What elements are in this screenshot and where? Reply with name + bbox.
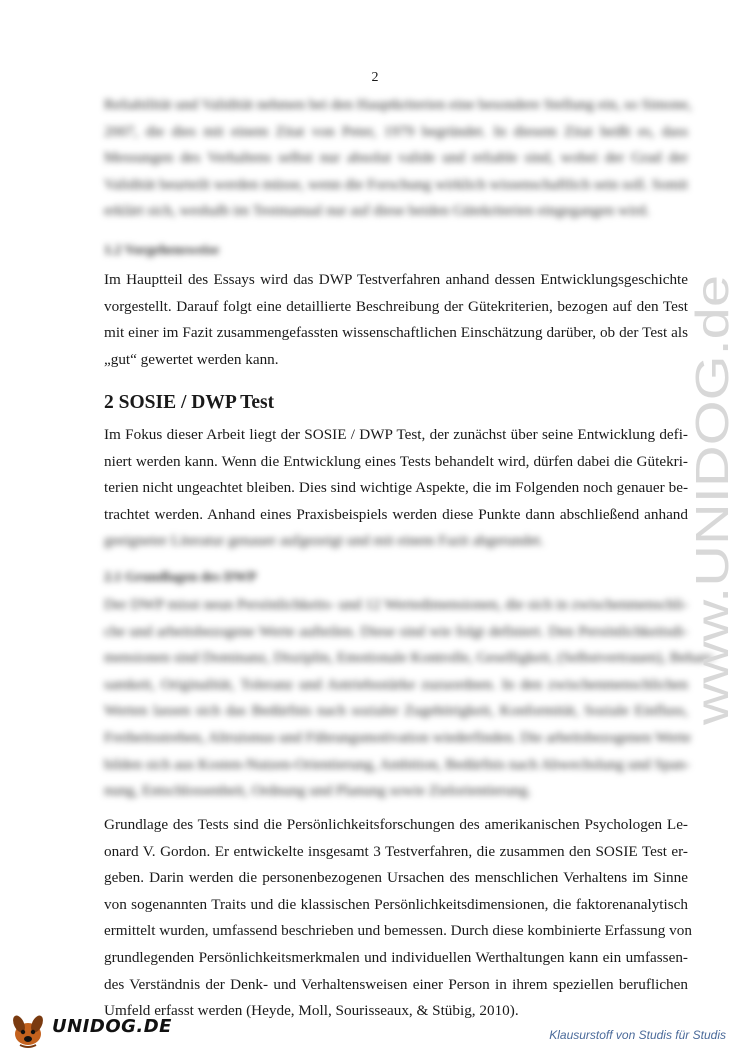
text-line: „gut“ gewertet werden kann. bbox=[104, 350, 279, 368]
paragraph-2-1-blurred bbox=[104, 592, 716, 805]
text-line: Reliabilität und Validität nehmen bei den Hauptkriterien eine besondere Stellung ein, so Simone, bbox=[104, 96, 692, 113]
logo-text: UNIDOG.DE bbox=[52, 1016, 172, 1037]
text-line: 2007, die dies mit einem Zitat von Peter, 1979 begründet. In diesem Zitat heißt es, dass bbox=[104, 122, 688, 140]
text-line: des Verständnis der Denk- und Verhaltensweisen einer Person in ihrem speziellen beruflichen bbox=[104, 975, 688, 993]
text-line: Im Fokus dieser Arbeit liegt der SOSIE / DWP Test, der zunächst über seine Entwicklung defi- bbox=[104, 426, 688, 443]
text-line: Werten lassen sich das Bedürfnis nach sozialer Zugehörigkeit, Konformität, Soziale Einfluss, bbox=[104, 702, 688, 720]
text-line: vorgestellt. Darauf folgt eine detaillierte Beschreibung der Gütekriterien, bezogen auf den Test bbox=[104, 297, 688, 315]
text-line: geeigneter Literatur genauer aufgezeigt und mit einem Fazit abgerundet. bbox=[104, 532, 544, 550]
text-line: che und arbeitsbezogene Werte aufteilen. Diese sind wie folgt definiert. Den Persönlichkeitsdi- bbox=[104, 622, 688, 640]
heading-1-2: 1.2 Vorgehensweise bbox=[104, 243, 220, 258]
text-line: ermittelt wurden, umfassend beschrieben und bemessen. Durch diese kombinierte Erfassung von bbox=[104, 922, 692, 940]
paragraph-2 bbox=[104, 422, 688, 555]
heading-2: 2 SOSIE / DWP Test bbox=[104, 392, 275, 413]
paragraph-1-2 bbox=[104, 267, 688, 373]
paragraph-2-1 bbox=[104, 812, 692, 1025]
text-line: samkeit, Originalität, Toleranz und Antriebsstärke zuzuordnen. In den zwischenmenschlichen bbox=[104, 675, 688, 693]
text-line: Freiheitsstreben, Altruismus und Führungsmotivation wiederfinden. Die arbeitsbezogenen Werte bbox=[104, 728, 691, 746]
page-number: 2 bbox=[371, 70, 379, 85]
dog-icon bbox=[8, 1010, 52, 1050]
text-line: nung, Entschlossenheit, Ordnung und Planung sowie Zielorientierung. bbox=[104, 782, 532, 800]
heading-2-1: 2.1 Grundlagen des DWP bbox=[104, 570, 257, 585]
text-line: trachtet werden. Anhand eines Praxisbeispiels werden diese Punkte dann abschließend anhand bbox=[104, 505, 688, 523]
footer-logo bbox=[8, 1010, 172, 1050]
text-line: mensionen sind Dominanz, Disziplin, Emotionale Kontrolle, Geselligkeit, (Selbstvertrauen), Beharr- bbox=[104, 649, 716, 667]
text-line: grundlegenden Persönlichkeitsmerkmalen und individuellen Werthaltungen kann ein umfassen- bbox=[104, 948, 688, 966]
text-line: mit einer im Fazit zusammengefassten wissenschaftlichen Einschätzung darüber, ob der Test als bbox=[104, 324, 688, 342]
watermark bbox=[640, 270, 750, 730]
text-line: Im Hauptteil des Essays wird das DWP Testverfahren anhand dessen Entwicklungsgeschichte bbox=[104, 271, 688, 288]
text-line: erklärt sich, weshalb im Testmanual nur auf diese beiden Gütekriterien eingegangen wird. bbox=[104, 202, 650, 220]
text-line: geben. Darin werden die personenbezogenen Ursachen des menschlichen Verhaltens im Sinne bbox=[104, 869, 688, 887]
text-line: terien nicht ungeachtet bleiben. Dies sind wichtige Aspekte, die im Folgenden noch genauer be- bbox=[104, 479, 688, 497]
watermark-text: www.UNIDOG.de bbox=[686, 367, 738, 725]
text-line: Umfeld erfasst werden (Heyde, Moll, Sourisseaux, & Stübig, 2010). bbox=[104, 1002, 519, 1020]
intro-paragraph-blurred bbox=[104, 92, 692, 225]
text-line: onard V. Gordon. Er entwickelte insgesamt 3 Testverfahren, die zusammen den SOSIE Test er- bbox=[104, 842, 688, 860]
text-line: Messungen des Verhaltens selbst nur absolut valide und reliable sind, wobei der Grad der bbox=[104, 149, 688, 167]
footer-tagline: Klausurstoff von Studis für Studis bbox=[549, 1028, 726, 1042]
text-line: Der DWP misst neun Persönlichkeits- und 12 Wertedimensionen, die sich in zwischenmenschli- bbox=[104, 596, 688, 613]
text-line: bilden sich aus Kosten-Nutzen-Orientierung, Ambition, Bedürfnis nach Abwechslung und Span- bbox=[104, 755, 690, 773]
text-line: Validität beurteilt werden müsse, wenn die Forschung wirklich wissenschaftlich sein soll. Somit bbox=[104, 175, 688, 193]
text-line: Grundlage des Tests sind die Persönlichkeitsforschungen des amerikanischen Psychologen Le- bbox=[104, 816, 688, 833]
text-line: von sogenannten Traits und die klassischen Persönlichkeitsdimensionen, die faktorenanalytisch bbox=[104, 895, 688, 913]
text-line: niert werden kann. Wenn die Entwicklung eines Tests behandelt wird, dürfen dabei die Gütekri- bbox=[104, 452, 688, 470]
